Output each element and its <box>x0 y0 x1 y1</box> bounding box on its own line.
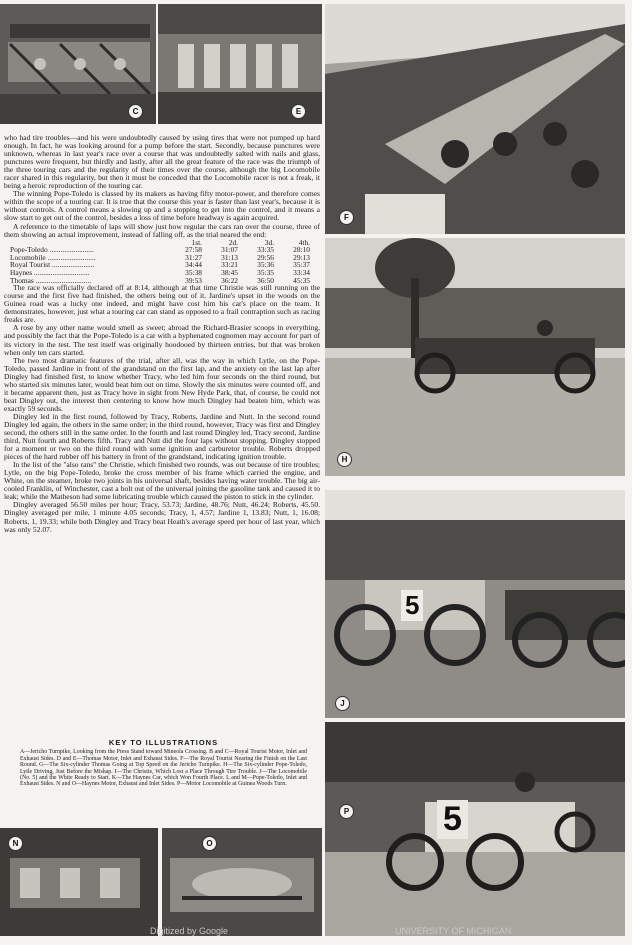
paragraph: The two most dramatic features of the trial, after all, was the way in which Lytle, on the Pope-Toledo, passed Jardine in front of the grandstand on the first lap, and the anxiety on the last lap after Dingley had finished first, to know whether Tracy, who led him four seconds on the third round, but who started six minutes later, would beat him out on time. Slowly the six minutes were counted off, and it became apparent then, just as Tracy hove in sight from New Hyde Park, that, of course, he could not beat Dingley out, the interest then centering to know how much Dingley had beaten him, which was exactly 59 seconds. <box>4 355 320 413</box>
article-text <box>4 134 320 534</box>
key-text: A—Jericho Turnpike, Looking from the Press Stand toward Mineola Crossing. B and C—Royal Tourist Motor, Inlet and Exhaust Sides. D and E—Thomas Motor, Inlet and Exhaust Sides. F—The Royal Tourist Nearing the Finish on the Last Round. G—The Six-cylinder Thomas Going at Top Speed on the Jericho Turnpike. H—The Six-cylinder Pope-Toledo, Lytle Driving, Just Before the Mishap. I—The Christie, Which Lost a Place Through Tire Trouble. J—The Locomobile (No. 5) and the White Ready to Start. K—The Haynes Car, which Won Fourth Place. L and M—Pope-Toledo, Inlet and Exhaust Sides. N and O—Haynes Motor, Exhaust and Inlet Sides. P—Motor Locomobile at Guinea Woods Turn. <box>20 749 307 788</box>
car-name: Royal Tourist ....................... <box>10 260 95 270</box>
lap-time: 33:21 <box>221 260 238 270</box>
lap-time: 31:27 <box>185 252 202 262</box>
photo-haynes-motor-exhaust <box>0 828 158 936</box>
lap-time: 31:07 <box>221 245 238 255</box>
lap-times-table <box>10 239 310 285</box>
lap-time: 27:58 <box>185 245 202 255</box>
lap-time: 36:22 <box>221 275 238 285</box>
lap-time: 38:45 <box>221 267 238 277</box>
watermark-right: UNIVERSITY OF MICHIGAN <box>395 926 512 936</box>
photo-label: F <box>339 210 354 225</box>
lap-time: 35:36 <box>257 260 274 270</box>
watermark-left: Digitized by Google <box>150 926 229 936</box>
photo-locomobile-turn <box>325 722 625 936</box>
lap-time: 28:10 <box>293 245 310 255</box>
paragraph: who had tire troubles—and his were undoubtedly caused by using tires that were not pumped up hard enough. In fact, he was looking around for a pump before the start. Secondly, because punctures were unknown, whereas in last year's race over a course that was undoubtedly salted with nails and glass, punctures were frequent, but thirdly and lastly, after all the great feature of the race was the triumph of the three touring cars and the regularity of their times over the course, although the big Locomobile racer shared in this regularity, but then it must be conceded that the Locomobile racer is not a freak, it being a heroic reproduction of the touring car. <box>4 133 320 191</box>
lap-time: 36:50 <box>257 275 274 285</box>
car-number: 5 <box>401 590 423 621</box>
illustration-key <box>20 740 307 788</box>
lap-time: 33:35 <box>257 245 274 255</box>
paragraph: A rose by any other name would smell as sweet; abroad the Richard-Brasier scoops in everything, and possibly the fact that the Pope-Toledo is a car with a hyphenated cognomen may account for part of its victory in the test. The test itself was originally hoodooed by thirteen entries, but that was broken when only ten cars started. <box>4 323 320 357</box>
lap-time: 29:13 <box>293 252 310 262</box>
lap-time: 31:13 <box>221 252 238 262</box>
paragraph: The race was officially declared off at 8:14, although at that time Christie was still running on the course and the first five had finished, the others being out of it. Jardine's upset in the woods on the Guinea road was a lucky one indeed, and might have cost him his car's place on the team. It demonstrates, however, just what a touring car can stand as opposed to a frail contraption such as racing freaks are. <box>4 283 320 325</box>
photo-motor-top-left <box>0 4 156 124</box>
car-name: Thomas .............................. <box>10 275 92 285</box>
car-name: Pope-Toledo ........................ <box>10 245 94 255</box>
car-name: Haynes .............................. <box>10 267 90 277</box>
photo-pope-toledo <box>325 238 625 476</box>
key-heading: KEY TO ILLUSTRATIONS <box>108 738 219 747</box>
photo-motor-top-right <box>158 4 322 124</box>
car-name: Locomobile .......................... <box>10 252 96 262</box>
table-header: 4th. <box>298 237 310 247</box>
photo-locomobile-start <box>325 490 625 718</box>
lap-time: 39:53 <box>185 275 202 285</box>
photo-haynes-motor-inlet <box>162 828 322 936</box>
paragraph: A reference to the timetable of laps will show just how regular the cars ran over the course, three of them showing an actual improvement, instead of falling off, as the trial neared the end: <box>4 221 320 239</box>
paragraph: In the list of the "also rans" the Christie, which finished two rounds, was out because of tire troubles; Lytle, on the big Pope-Toledo, broke the cross member of his frame which carried the engine, and White, on the steamer, broke two joints in his universal shaft, besides having water trouble. The big air-cooled Franklin, of Winchester, cast a bolt out of the universal joining the gasoline tank and caused it to leak; while the Matheson had some lubricating trouble which caused the piston to stick in the cylinder. <box>4 460 320 502</box>
paragraph: Dingley led in the first round, followed by Tracy, Roberts, Jardine and Nutt. In the second round Dingley led again, the others in the same order; in the third round, however, Tracy was first and Dingley second, the others still in the same order. In the fourth and last round Dingley led, Tracy second, Jardine third, Nutt fourth and Roberts fifth. Tracy and Nutt did the four laps without stopping. Dingley stopped for a moment or two on the third round with some ignition and carburetor trouble. Roberts dropped pieces of the hard rubber off his battery in front of the grandstand, indicating ignition trouble. <box>4 411 320 462</box>
photo-label: H <box>337 452 352 467</box>
photo-label: P <box>339 804 354 819</box>
table-header: 3d. <box>264 237 274 247</box>
lap-time: 35:38 <box>185 267 202 277</box>
photo-crowd-road <box>325 4 625 234</box>
lap-time: 29:56 <box>257 252 274 262</box>
photo-label: E <box>291 104 306 119</box>
lap-time: 35:35 <box>257 267 274 277</box>
lap-time: 35:37 <box>293 260 310 270</box>
table-header: 2d. <box>228 237 238 247</box>
car-number: 5 <box>437 800 468 839</box>
lap-time: 34:44 <box>185 260 202 270</box>
lap-time: 45:35 <box>293 275 310 285</box>
photo-label: C <box>128 104 143 119</box>
photo-label: N <box>8 836 23 851</box>
photo-label: J <box>335 696 350 711</box>
paragraph: The winning Pope-Toledo is classed by its makers as having fifty motor-power, and therefore comes within the scope of a touring car. It is true that the course this year is faster than last year's, because it is without controls. A control means a slowing up and a stopping to get into the control, and it means a slow start to get out of the control, besides a loss of time before headway is again acquired. <box>4 189 320 223</box>
photo-label: O <box>202 836 217 851</box>
paragraph: Dingley averaged 56.50 miles per hour; Tracy, 53.73; Jardine, 48.76; Nutt, 46.24; Roberts, 45.50. Dingley averaged per mile, 1 minute 4.05 seconds; Tracy, 1, 4.57; Jardine 1, 13.83; Nutt, 1, 16.08; Roberts, 1, 19.33; while both Dingley and Tracy beat Heath's average speed per hour of last year, which was only 52.07. <box>4 500 320 534</box>
lap-time: 33:34 <box>293 267 310 277</box>
table-header: 1st. <box>191 237 202 247</box>
